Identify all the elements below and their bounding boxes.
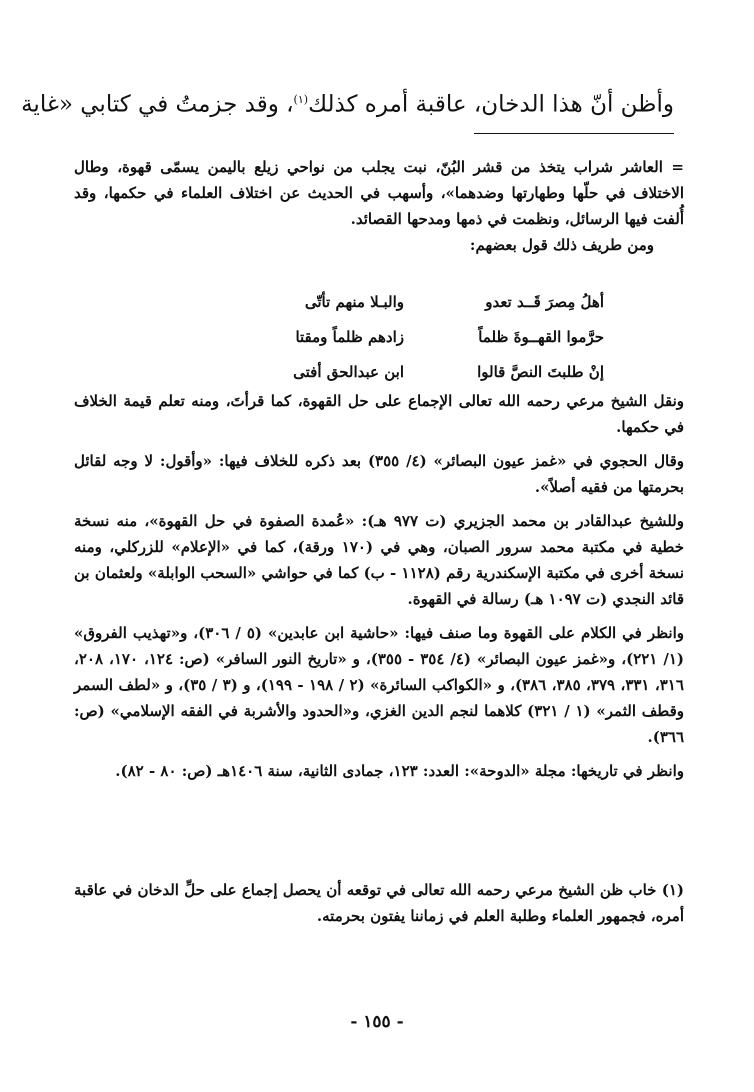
footnote-paragraph: وانظر في الكلام على القهوة وما صنف فيها: «حاشية ابن عابدين» (٥ / ٣٠٦)، و«تهذيب الفروق» (١/ ٢٢١)، و«غمز عيون البصائر» (٤/ ٣٥٤ - ٣٥٥)، و «تاريخ النور السافر» (ص: ١٢٤، ١٧٠، ٢٠٨، ٣١٦، ٣٣١، ٣٧٩، ٣٨٥، ٣٨٦)، و «الكواكب السائرة» (٢ / ١٩٨ - ١٩٩)، و (٣ / ٣٥)، و «لطف السمر وقطف الثمر» (١ / ٣٢١) كلاهما لنجم الدين الغزي، و«الحدود والأشربة في الفقه الإسلامي» (ص: ٣٦٦). (74, 624, 685, 746)
footnote-paragraph: وقال الحجوي في «غمز عيون البصائر» (٤/ ٣٥٥) بعد ذكره للخلاف فيها: «وأقول: لا وجه لقائل بحرمتها من فقيه أصلاً». (74, 452, 684, 496)
poem (204, 285, 604, 390)
footnote-paragraph: ونقل الشيخ مرعي رحمه الله تعالى الإجماع على حل القهوة، كما قرأتَ، ومنه تعلم قيمة الخلاف في حكمها. (74, 392, 684, 436)
footnote-1-text: (١) خاب ظن الشيخ مرعي رحمه الله تعالى في توقعه أن يحصل إجماع على حلِّ الدخان في عاقبة أمره، فجمهور العلماء وطلبة العلم في زماننا يفتون بحرمته. (74, 881, 684, 925)
main-text-start: وأظن أنّ هذا الدخان، عاقبة أمره كذلك (308, 91, 674, 118)
verse-first-half: أهلُ مِصرَ قَــد تعدو (485, 293, 604, 311)
footnote-paragraph: = العاشر شراب يتخذ من قشر البُنّ، نبت يجلب من نواحي زيلع باليمن يسمّى قهوة، وطال الاختلاف في حلّها وطهارتها وضدهما»، وأسهب في الحديث عن اختلاف العلماء في حكمها، وقد أُلفت فيها الرسائل، ونظمت في ذمها ومدحها القصائد. (74, 158, 684, 228)
footnote-separator (474, 133, 674, 134)
verse-first-half: إنْ طلبتَ النصَّ قالوا (477, 363, 604, 381)
poem-verse (204, 355, 604, 390)
poem-verse (204, 285, 604, 320)
main-text-end: ، وقد جزمتُ في كتابي «غاية (21, 91, 294, 118)
main-text-line (21, 82, 674, 123)
verse-second-half: ابن عبدالحق أفتى (293, 363, 404, 381)
footnote-reference: (١) (293, 93, 309, 106)
page-number: - ١٥٥ - (350, 1012, 404, 1032)
verse-second-half: زادهم ظلماً ومقتا (295, 328, 404, 346)
footnote-body (74, 388, 684, 792)
footnote-1 (74, 877, 684, 929)
footnote-continuation (74, 154, 684, 258)
footnote-paragraph: وانظر في تاريخها: مجلة «الدوحة»: العدد: ١٢٣، جمادى الثانية، سنة ١٤٠٦هـ (ص: ٨٠ - ٨٢). (115, 762, 684, 780)
footnote-paragraph: وللشيخ عبدالقادر بن محمد الجزيري (ت ٩٧٧ هـ): «عُمدة الصفوة في حل القهوة»، منه نسخة خطية في مكتبة محمد سرور الصبان، وهي في (١٧٠ ورقة)، كما في «الإعلام» للزركلي، ومنه نسخة أخرى في مكتبة الإسكندرية رقم (١١٢٨ - ب) كما في حواشي «السحب الوابلة» ولعثمان بن قائد النجدي (ت ١٠٩٧ هـ) رسالة في القهوة. (74, 512, 684, 608)
footnote-paragraph: ومن طريف ذلك قول بعضهم: (469, 236, 654, 254)
verse-first-half: حرَّموا القهــوةَ ظلماً (478, 328, 604, 346)
poem-verse (204, 320, 604, 355)
verse-second-half: والبـلا منهم تأتّى (304, 293, 404, 311)
